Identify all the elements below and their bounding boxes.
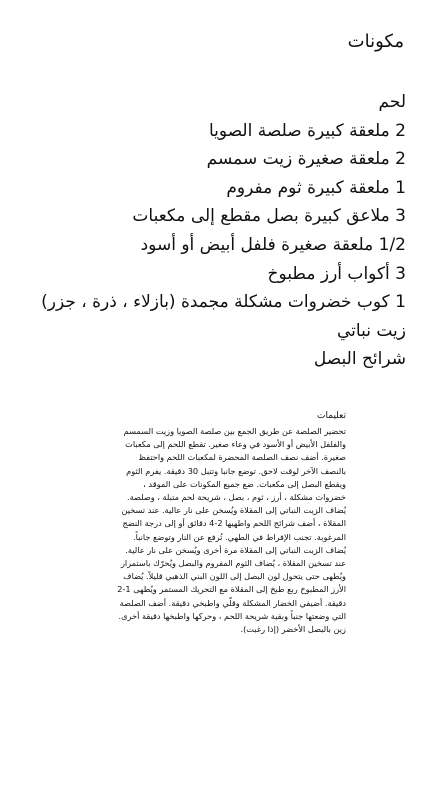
ingredient-item: لحم [378,92,406,112]
ingredient-item: 1 ملعقة كبيرة ثوم مفروم [226,177,406,198]
instructions-section [116,410,346,636]
ingredient-item: 3 ملاعق كبيرة بصل مقطع إلى مكعبات [132,206,406,227]
instructions-title: تعليمات [317,411,346,421]
ingredient-item: 3 أكواب أرز مطبوخ [267,263,406,284]
ingredient-item: 1/2 ملعقة صغيرة فلفل أبيض أو أسود [140,234,406,255]
ingredient-item: شرائح البصل [313,349,406,370]
ingredient-item: 2 ملعقة صغيرة زيت سمسم [206,149,406,170]
ingredient-item: 1 كوب خضروات مشكلة مجمدة (بازلاء ، ذرة ، جزر) [41,292,406,313]
ingredient-item: 2 ملعقة كبيرة صلصة الصويا [209,120,406,141]
ingredients-list [6,88,406,374]
page-title: مكونات [347,31,404,52]
ingredient-item: زيت نباتي [337,320,406,341]
instructions-text: تحضير الصلصة عن طريق الجمع بين صلصة الصويا وزيت السمسم والفلفل الأبيض أو الأسود في وعاء صغير. تقطع اللحم إلى مكعبات صغيرة. أضف نصف الصلصة المحضرة لمكعبات اللحم واحتفظ بالنصف الآخر لوقت لاحق. توضع جانبا وتتبل 30 دقيقة. يفرم الثوم ويقطع البصل إلى مكعبات. ضع جميع المكونات على الموقد ، خضروات مشكلة ، أرز ، ثوم ، بصل ، شريحة لحم متبلة ، وصلصة. يُضاف الزيت النباتي إلى المقلاة ويُسخن على نار عالية. عند تسخين المقلاة ، أضف شرائح اللحم واطهيها 2-4 دقائق أو إلى درجة النضج المرغوبة. تجنب الإفراط في الطهي. تُرفع عن النار وتوضع جانباً. يُضاف الزيت النباتي إلى المقلاة مرة أخرى ويُسخن على نار عالية. عند تسخين المقلاة ، يُضاف الثوم المفروم والبصل ويُحرّك باستمرار ويُطهى حتى يتحول لون البصل إلى اللون البني الذهبي قليلاً. يُضاف الأرز المطبوخ ربع طبخ إلى المقلاة مع التحريك المستمر ويُطهى 1-2 دقيقة. أضيفي الخضار المشكلة وقلّي واطبخي دقيقة. أضف الصلصة التي وضعتها جنباً وبقية شريحة اللحم ، وحركها واطبخها دقيقة أخرى. زين بالبصل الأخضر (إذا رغبت). [117,426,346,635]
